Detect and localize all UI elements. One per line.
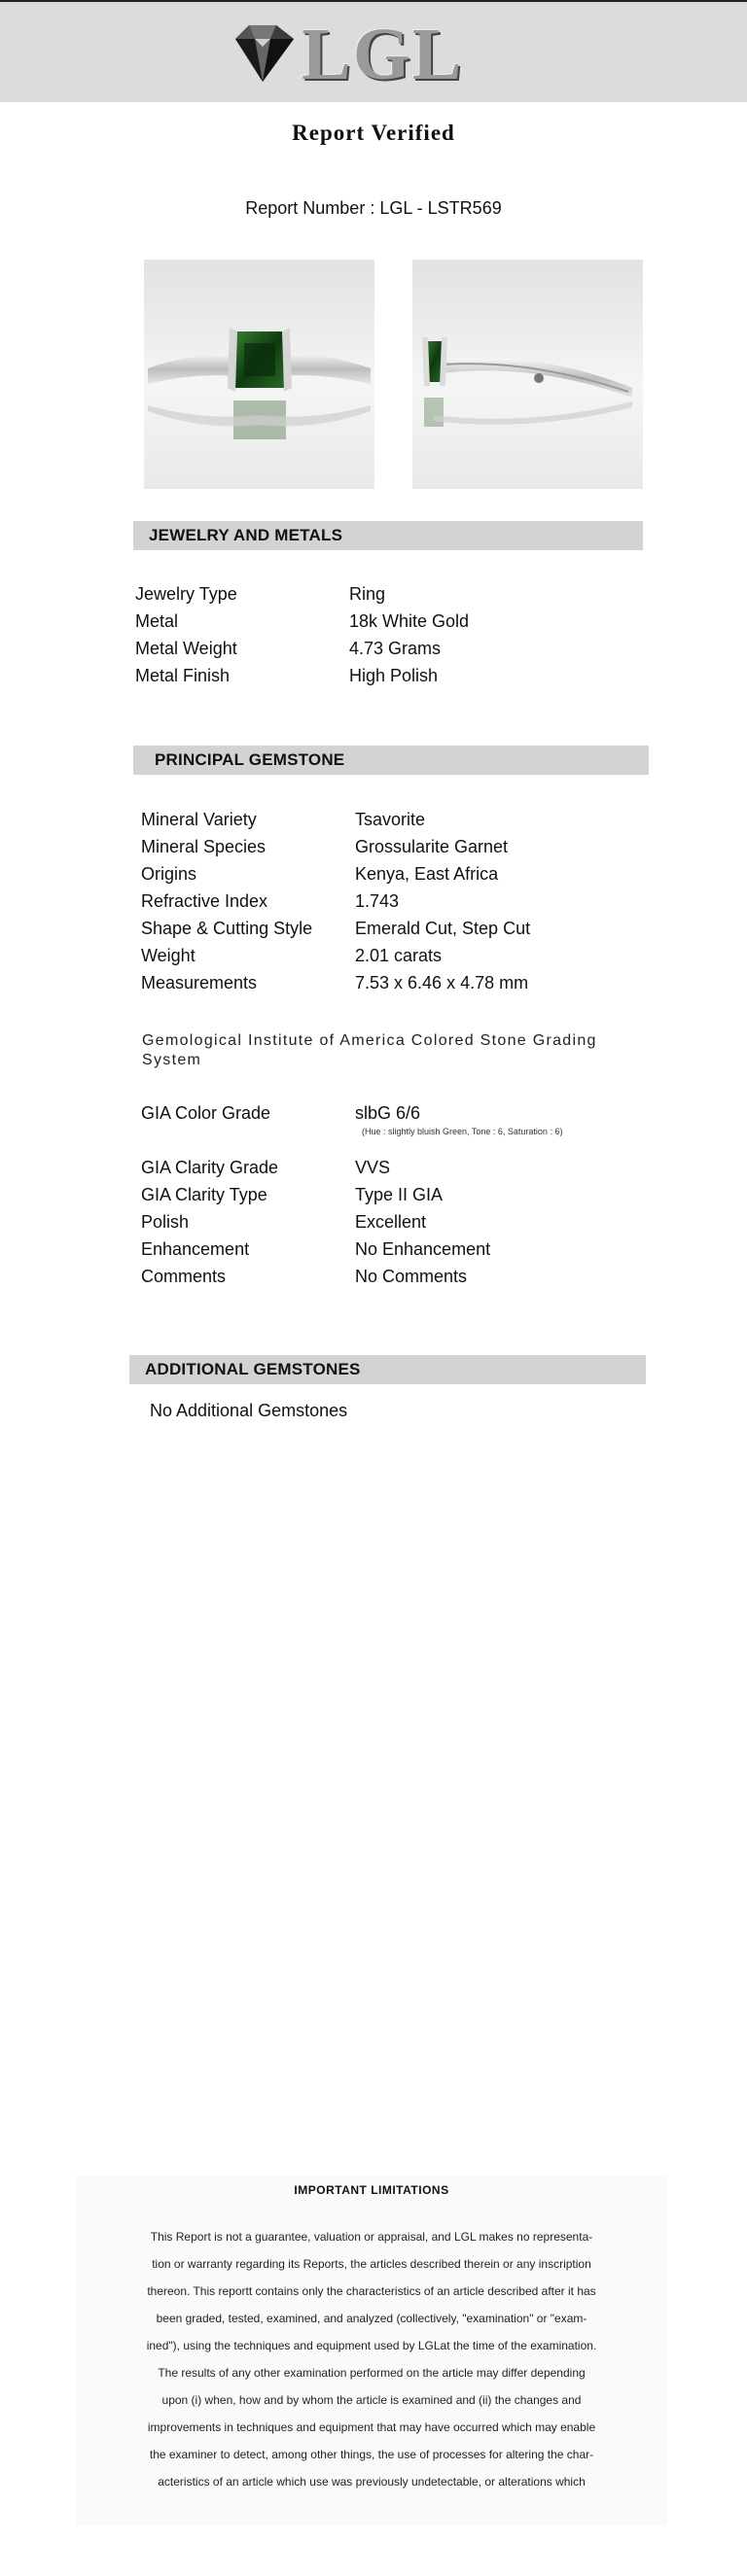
gia-clarity-grade-label: GIA Clarity Grade bbox=[141, 1158, 279, 1177]
additional-gemstones-text: No Additional Gemstones bbox=[150, 1401, 348, 1420]
limitations-line: thereon. This reportt contains only the characteristics of an article described after it has bbox=[147, 2284, 596, 2298]
limitations-line: ined"), using the techniques and equipment used by LGLat the time of the examination. bbox=[146, 2339, 597, 2352]
jewelry-type-label: Jewelry Type bbox=[135, 584, 237, 604]
limitations-line: tion or warranty regarding its Reports, the articles described therein or any inscription bbox=[152, 2257, 591, 2271]
gia-clarity-grade-value: VVS bbox=[355, 1158, 391, 1177]
important-limitations bbox=[76, 2176, 667, 2525]
origins-label: Origins bbox=[141, 864, 197, 884]
mineral-variety-value: Tsavorite bbox=[355, 810, 426, 829]
jewelry-type-value: Ring bbox=[349, 584, 386, 604]
enhancement-value: No Enhancement bbox=[355, 1239, 491, 1259]
gia-color-grade-label: GIA Color Grade bbox=[141, 1103, 271, 1123]
gia-clarity-type-label: GIA Clarity Type bbox=[141, 1185, 267, 1204]
gia-grading-heading: Gemological Institute of America Colored Stone Grading System bbox=[142, 1032, 597, 1068]
polish-label: Polish bbox=[141, 1212, 190, 1232]
limitations-title: IMPORTANT LIMITATIONS bbox=[294, 2183, 449, 2197]
page-title: Report Verified bbox=[292, 121, 455, 145]
section-jewelry-metals: JEWELRY AND METALS bbox=[133, 521, 643, 550]
mineral-variety-label: Mineral Variety bbox=[141, 810, 257, 829]
ring-front-photo bbox=[144, 260, 374, 489]
gia-color-grade-value: slbG 6/6 bbox=[355, 1103, 421, 1123]
polish-value: Excellent bbox=[355, 1212, 427, 1232]
limitations-line: improvements in techniques and equipment that may have occurred which may enable bbox=[147, 2420, 596, 2434]
limitations-line: the examiner to detect, among other things, the use of processes for altering the char- bbox=[149, 2448, 594, 2461]
measurements-value: 7.53 x 6.46 x 4.78 mm bbox=[355, 973, 529, 992]
metal-label: Metal bbox=[135, 611, 179, 631]
limitations-line: acteristics of an article which use was previously undetectable, or alterations which bbox=[158, 2475, 586, 2489]
limitations-line: The results of any other examination performed on the article may differ depending bbox=[158, 2366, 586, 2380]
report-number: Report Number : LGL - LSTR569 bbox=[245, 198, 502, 218]
weight-label: Weight bbox=[141, 946, 196, 965]
section-additional-gemstones: ADDITIONAL GEMSTONES bbox=[129, 1355, 646, 1384]
measurements-label: Measurements bbox=[141, 973, 258, 992]
metal-weight-value: 4.73 Grams bbox=[349, 639, 442, 658]
metal-value: 18k White Gold bbox=[349, 611, 470, 631]
diamond-icon bbox=[226, 21, 300, 86]
mineral-species-value: Grossularite Garnet bbox=[355, 837, 509, 856]
metal-finish-label: Metal Finish bbox=[135, 666, 231, 685]
limitations-line: upon (i) when, how and by whom the article is examined and (ii) the changes and bbox=[161, 2393, 582, 2407]
logo-text: LGL bbox=[302, 14, 464, 95]
refractive-index-label: Refractive Index bbox=[141, 891, 268, 911]
shape-cutting-label: Shape & Cutting Style bbox=[141, 919, 313, 938]
lgl-logo bbox=[226, 14, 479, 95]
limitations-line: This Report is not a guarantee, valuation or appraisal, and LGL makes no representa- bbox=[150, 2230, 593, 2244]
color-grade-note: (Hue : slightly bluish Green, Tone : 6, Saturation : 6) bbox=[362, 1127, 563, 1136]
comments-value: No Comments bbox=[355, 1267, 468, 1286]
metal-finish-value: High Polish bbox=[349, 666, 439, 685]
limitations-line: been graded, tested, examined, and analyzed (collectively, "examination" or "exam- bbox=[156, 2312, 587, 2325]
gia-clarity-type-value: Type II GIA bbox=[355, 1185, 444, 1204]
mineral-species-label: Mineral Species bbox=[141, 837, 267, 856]
section-principal-gemstone: PRINCIPAL GEMSTONE bbox=[133, 746, 649, 775]
enhancement-label: Enhancement bbox=[141, 1239, 250, 1259]
metal-weight-label: Metal Weight bbox=[135, 639, 237, 658]
refractive-index-value: 1.743 bbox=[355, 891, 400, 911]
comments-label: Comments bbox=[141, 1267, 227, 1286]
ring-side-photo bbox=[412, 260, 643, 489]
header-bar bbox=[0, 0, 747, 102]
origins-value: Kenya, East Africa bbox=[355, 864, 499, 884]
weight-value: 2.01 carats bbox=[355, 946, 443, 965]
shape-cutting-value: Emerald Cut, Step Cut bbox=[355, 919, 531, 938]
